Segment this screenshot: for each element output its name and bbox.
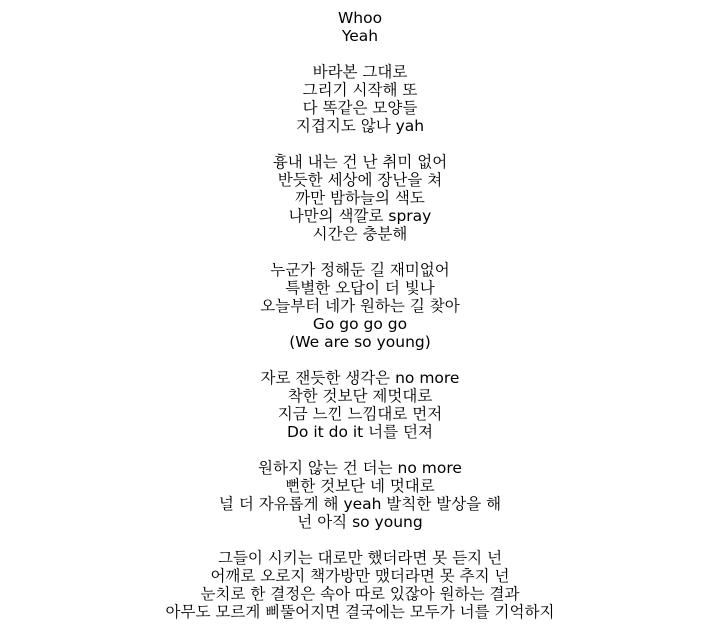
lyric-line: 그들이 시키는 대로만 했더라면 못 듣지 넌	[217, 549, 503, 567]
lyric-line: 뻔한 것보단 네 멋대로	[285, 477, 435, 495]
lyric-line: Do it do it 너를 던져	[286, 423, 434, 441]
lyric-line: 지금 느낀 느낌대로 먼저	[277, 405, 443, 423]
stanza	[0, 153, 720, 243]
stanza	[0, 459, 720, 531]
stanza	[0, 63, 720, 135]
lyric-line: Go go go go	[312, 315, 408, 333]
lyric-line: 아무도 모르게 삐뚤어지면 결국에는 모두가 너를 기억하지	[165, 603, 555, 621]
lyric-line: 까만 밤하늘의 색도	[295, 189, 425, 207]
lyric-line: 눈치로 한 결정은 속아 따로 있잖아 원하는 결과	[200, 585, 520, 603]
lyric-line: 지겹지도 않나 yah	[295, 117, 425, 135]
lyric-line: 착한 것보단 제멋대로	[287, 387, 433, 405]
lyric-line: Yeah	[341, 27, 379, 45]
lyric-line: (We are so young)	[289, 333, 431, 351]
lyric-line: 그리기 시작해 또	[302, 81, 418, 99]
lyric-line: 시간은 충분해	[312, 225, 408, 243]
lyric-line: 누군가 정해둔 길 재미없어	[270, 261, 450, 279]
stanza	[0, 9, 720, 45]
lyric-line: 넌 아직 so young	[297, 513, 423, 531]
stanza	[0, 261, 720, 351]
stanza	[0, 549, 720, 621]
lyric-line: 원하지 않는 건 더는 no more	[258, 459, 462, 477]
lyric-line: 특별한 오답이 더 빛나	[285, 279, 435, 297]
lyric-line: 바라본 그대로	[312, 63, 408, 81]
lyric-line: Whoo	[337, 9, 383, 27]
lyric-line: 어깨로 오로지 책가방만 맸더라면 못 추지 넌	[210, 567, 510, 585]
stanza	[0, 369, 720, 441]
lyric-line: 다 똑같은 모양들	[302, 99, 418, 117]
lyric-line: 오늘부터 네가 원하는 길 찾아	[260, 297, 460, 315]
lyric-line: 반듯한 세상에 장난을 쳐	[277, 171, 443, 189]
lyric-line: 널 더 자유롭게 해 yeah 발칙한 발상을 해	[218, 495, 502, 513]
lyric-line: 자로 잰듯한 생각은 no more	[260, 369, 460, 387]
lyric-line: 나만의 색깔로 spray	[288, 207, 432, 225]
lyric-line: 흉내 내는 건 난 취미 없어	[272, 153, 448, 171]
lyrics-text	[0, 9, 720, 639]
